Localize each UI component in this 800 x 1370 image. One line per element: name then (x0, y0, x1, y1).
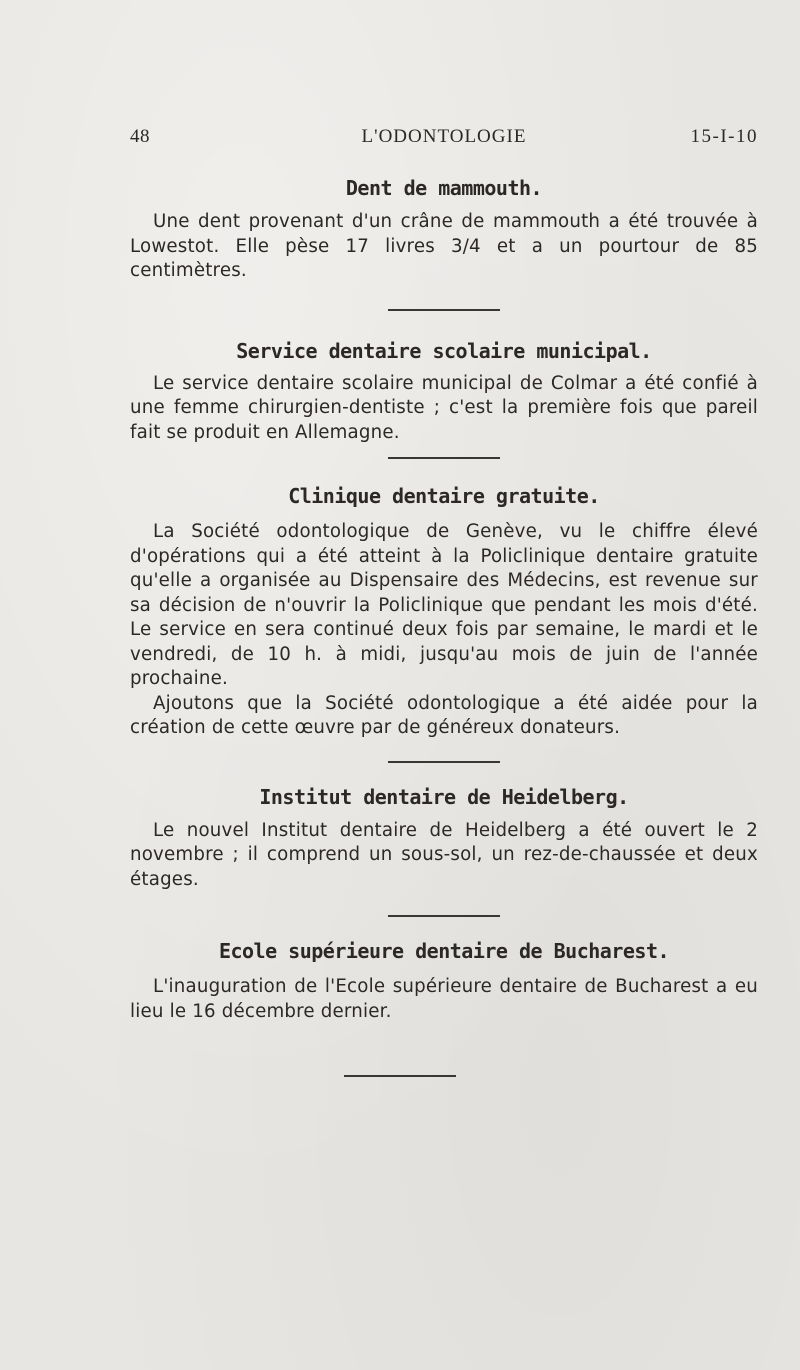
article-content (130, 172, 758, 1024)
section-text-clinique: La Société odontologique de Genève, vu le chiffre élevé d'opérations qui a été atteint à la Policlinique dentaire gratuite qu'elle a organisée au Dispensaire des Médecins, est revenue sur sa décision de n'ouvrir la Policlinique que pendant les mois d'été. Le service en sera continué deux fois par semaine, le mardi et le vendredi, de 10 h. à midi, jusqu'au mois de juin de l'année prochaine. (130, 521, 758, 689)
section-title-heidelberg: Institut dentaire de Heidelberg. (259, 784, 629, 809)
section-divider (388, 761, 500, 763)
section-text-bucharest: L'inauguration de l'Ecole supérieure dentaire de Bucharest a eu lieu le 16 décembre dernier. (130, 976, 758, 1022)
section-title-clinique: Clinique dentaire gratuite. (288, 484, 600, 508)
section-title-service-scolaire: Service dentaire scolaire municipal. (236, 338, 652, 363)
running-head (130, 126, 758, 152)
section-title-mammouth: Dent de mammouth. (345, 176, 543, 200)
section-text-heidelberg: Le nouvel Institut dentaire de Heidelberg a été ouvert le 2 novembre ; il comprend un sous-sol, un rez-de-chaussée et deux étages. (130, 819, 758, 890)
section-text-service-scolaire: Le service dentaire scolaire municipal de Colmar a été confié à une femme chirurgien-dentiste ; c'est la première fois que pareil fait se produit en Allemagne. (130, 372, 758, 443)
section-text-clinique-2: Ajoutons que la Société odontologique a été aidée pour la création de cette œuvre par de généreux donateurs. (130, 692, 758, 738)
section-title-bucharest: Ecole supérieure dentaire de Bucharest. (218, 939, 670, 963)
section-divider (388, 457, 500, 459)
end-divider (344, 1075, 456, 1077)
issue-date: 15-I-10 (690, 126, 758, 147)
section-divider (388, 915, 500, 917)
page-number: 48 (130, 126, 150, 147)
section-divider (388, 309, 500, 311)
journal-title: L'ODONTOLOGIE (361, 126, 527, 147)
section-text-mammouth: Une dent provenant d'un crâne de mammouth a été trouvée à Lowestot. Elle pèse 17 livres 3/4 et a un pourtour de 85 centimètres. (130, 211, 758, 281)
